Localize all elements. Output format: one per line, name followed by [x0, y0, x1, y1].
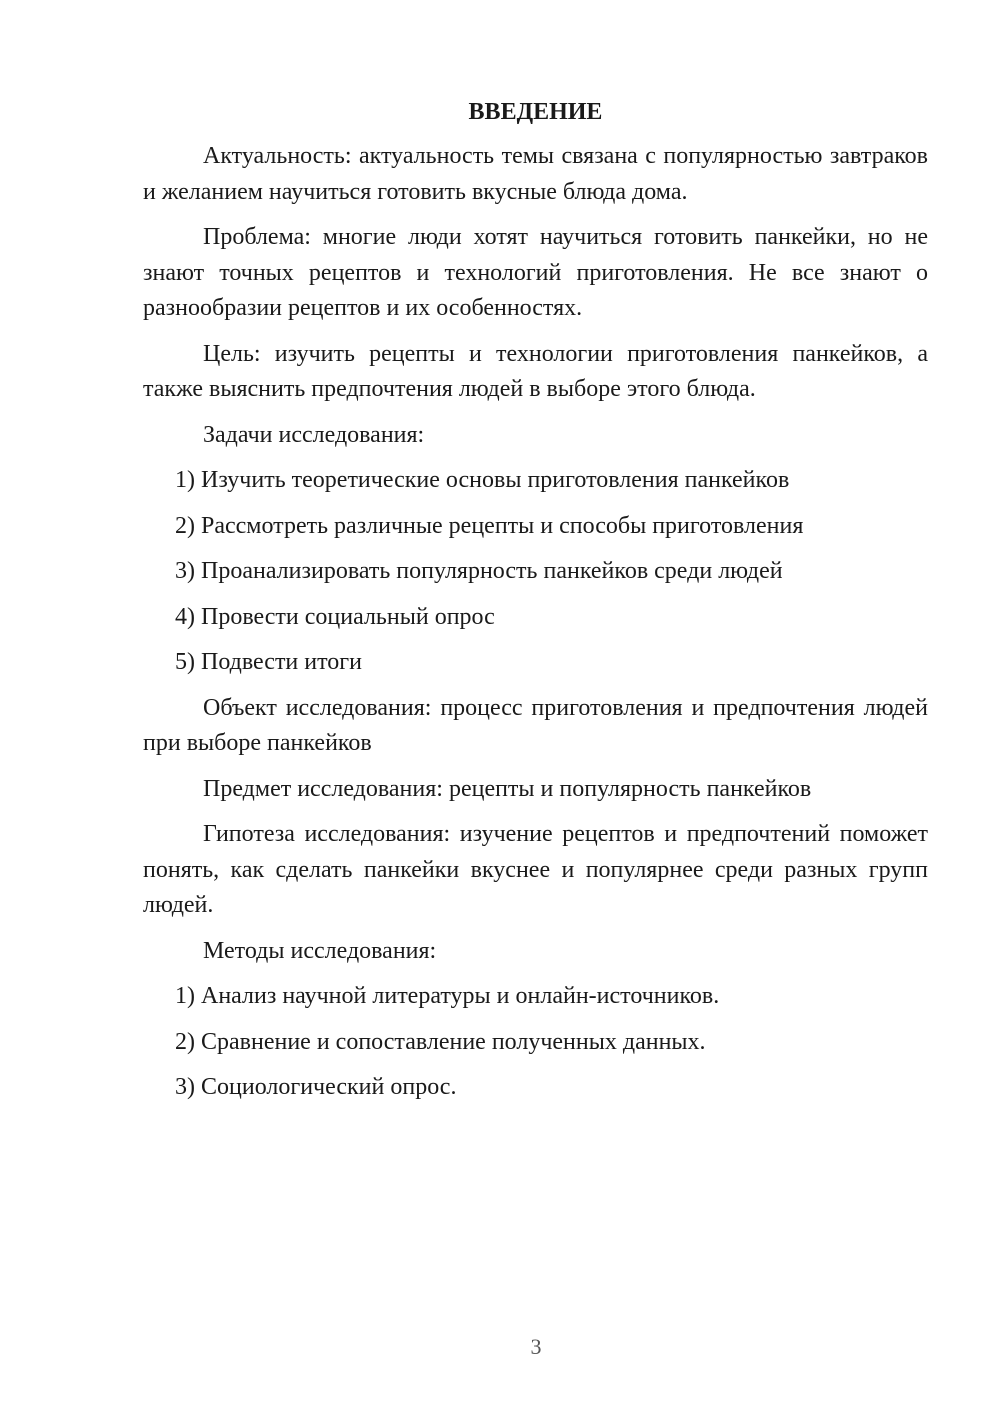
tasks-list	[143, 463, 928, 681]
section-heading: ВВЕДЕНИЕ	[468, 99, 603, 125]
list-item: 2) Сравнение и сопоставление полученных данных.	[175, 1028, 706, 1055]
problem-paragraph: Проблема: многие люди хотят научиться готовить панкейки, но не знают точных рецептов и технологий приготовления. Не все знают о разнообразии рецептов и их особенностях.	[143, 224, 928, 321]
list-item: 5) Подвести итоги	[175, 649, 362, 675]
relevance-paragraph: Актуальность: актуальность темы связана с популярностью завтраков и желанием научиться готовить вкусные блюда дома.	[143, 143, 928, 205]
list-item: 2) Рассмотреть различные рецепты и способы приготовления	[175, 512, 804, 539]
methods-title: Методы исследования:	[203, 937, 437, 964]
goal-paragraph: Цель: изучить рецепты и технологии приготовления панкейков, а также выяснить предпочтения людей в выборе этого блюда.	[143, 340, 928, 402]
tasks-title: Задачи исследования:	[203, 421, 425, 448]
methods-list	[143, 979, 928, 1106]
list-item: 4) Провести социальный опрос	[175, 603, 495, 630]
object-paragraph: Объект исследования: процесс приготовления и предпочтения людей при выборе панкейков	[143, 694, 928, 756]
hypothesis-paragraph: Гипотеза исследования: изучение рецептов и предпочтений поможет понять, как сделать панкейки вкуснее и популярнее среди разных групп людей.	[143, 821, 928, 918]
list-item: 3) Проанализировать популярность панкейков среди людей	[175, 558, 783, 584]
subject-paragraph: Предмет исследования: рецепты и популярность панкейков	[203, 775, 812, 802]
page-content	[143, 94, 928, 1116]
list-item: 1) Анализ научной литературы и онлайн-источников.	[175, 983, 720, 1009]
list-item: 3) Социологический опрос.	[175, 1074, 457, 1100]
list-item: 1) Изучить теоретические основы приготовления панкейков	[175, 467, 790, 493]
page-number: 3	[530, 1334, 542, 1359]
